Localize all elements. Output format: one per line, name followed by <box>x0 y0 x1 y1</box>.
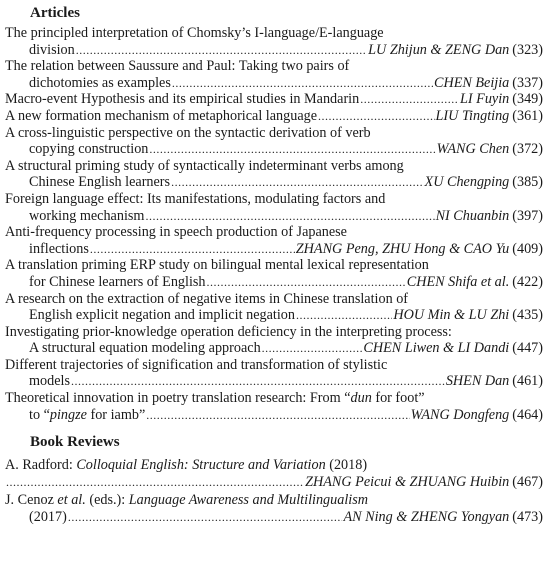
entry-title: Different trajectories of signification and transformation of stylistic <box>5 356 388 373</box>
entry-title <box>5 390 543 407</box>
review-eds: (eds.): <box>85 492 129 509</box>
review-book-title: Language Awareness and Multilingualism <box>128 492 368 509</box>
review-book-year: (2018) <box>325 457 368 474</box>
dot-leader <box>172 75 433 92</box>
entry-title-continued <box>29 407 145 424</box>
entry-title-continued: models <box>29 373 70 390</box>
toc-entry[interactable] <box>5 390 543 423</box>
entry-line <box>5 108 543 125</box>
entry-title <box>5 457 543 474</box>
review-book-author: A. Radford: <box>5 457 77 474</box>
entry-line <box>5 307 543 324</box>
dot-leader <box>171 174 423 191</box>
toc-entry[interactable] <box>5 125 543 158</box>
entry-title: The relation between Saussure and Paul: Taking two pairs of <box>5 58 350 75</box>
entry-title: Investigating prior-knowledge operation deficiency in the interpreting process: <box>5 323 452 340</box>
toc-entry[interactable] <box>5 108 543 125</box>
entry-author: NI Chuanbin <box>435 207 510 224</box>
toc-entry[interactable] <box>5 257 543 290</box>
entry-author: HOU Min & LU Zhi <box>393 307 510 324</box>
entry-author: AN Ning & ZHENG Yongyan <box>343 509 510 526</box>
dot-leader <box>262 340 363 357</box>
dot-leader <box>90 241 295 258</box>
entry-title: Foreign language effect: Its manifestations, modulating factors and <box>5 190 386 207</box>
dot-leader <box>360 91 459 108</box>
entry-title-continued: copying construction <box>29 141 149 158</box>
dot-leader <box>207 274 406 291</box>
title-italic-term: pingze <box>49 406 87 423</box>
entry-page: (323) <box>512 41 543 58</box>
entry-title: A research on the extraction of negative items in Chinese translation of <box>5 290 409 307</box>
entry-page: (464) <box>512 406 543 423</box>
title-text: for foot” <box>371 390 425 407</box>
review-book-author: J. Cenoz <box>5 492 58 509</box>
entry-page: (337) <box>512 74 543 91</box>
entry-line <box>5 509 543 526</box>
entry-line <box>5 241 543 258</box>
entry-line <box>5 340 543 357</box>
entry-line <box>5 407 543 424</box>
entry-author: LU Zhijun & ZENG Dan <box>368 41 510 58</box>
toc-entry[interactable] <box>5 357 543 390</box>
entry-page: (361) <box>512 107 543 124</box>
book-reviews-heading: Book Reviews <box>30 434 120 451</box>
entry-page: (397) <box>512 207 543 224</box>
entry-page: (467) <box>512 473 543 490</box>
entry-line <box>5 42 543 59</box>
articles-heading: Articles <box>30 5 80 21</box>
entry-page: (422) <box>512 273 543 290</box>
entry-page: (349) <box>512 91 543 108</box>
dot-leader <box>146 407 409 424</box>
entry-page: (461) <box>512 373 543 390</box>
toc-entry[interactable] <box>5 492 543 525</box>
toc-entry[interactable] <box>5 25 543 58</box>
entry-author: WANG Chen <box>436 141 510 158</box>
entry-line <box>5 75 543 92</box>
entry-page: (447) <box>512 340 543 357</box>
title-italic-term: dun <box>350 390 372 407</box>
toc-entry[interactable] <box>5 191 543 224</box>
entry-title-continued: for Chinese learners of English <box>29 273 206 290</box>
entry-title: A translation priming ERP study on bilingual mental lexical representation <box>5 257 429 274</box>
entry-title-continued: working mechanism <box>29 207 145 224</box>
entry-title <box>5 492 543 509</box>
title-text: to “ <box>29 406 50 423</box>
entry-title-continued: division <box>29 41 75 58</box>
entry-page: (473) <box>512 509 543 526</box>
entry-title: Macro-event Hypothesis and its empirical studies in Mandarin <box>5 91 360 108</box>
review-book-year: (2017) <box>29 509 67 526</box>
entry-line <box>5 208 543 225</box>
entry-line <box>5 373 543 390</box>
entry-line <box>5 174 543 191</box>
entry-page: (435) <box>512 307 543 324</box>
entry-line <box>5 274 543 291</box>
toc-entry[interactable] <box>5 457 543 490</box>
entry-author: ZHANG Peng, ZHU Hong & CAO Yu <box>295 240 510 257</box>
entry-title-continued: Chinese English learners <box>29 174 171 191</box>
dot-leader <box>68 509 343 526</box>
entry-author: CHEN Shifa et al. <box>406 273 510 290</box>
toc-entry[interactable] <box>5 91 543 108</box>
dot-leader <box>6 474 304 491</box>
entry-title: A cross-linguistic perspective on the syntactic derivation of verb <box>5 124 371 141</box>
entry-title-continued: inflections <box>29 240 89 257</box>
review-book-title: Colloquial English: Structure and Variation <box>76 457 326 474</box>
entry-title-continued: dichotomies as examples <box>29 74 171 91</box>
dot-leader <box>296 307 392 324</box>
entry-author: SHEN Dan <box>445 373 510 390</box>
entry-page: (409) <box>512 240 543 257</box>
title-text: for iamb” <box>86 406 146 423</box>
entry-title: The principled interpretation of Chomsky’s I-language/E-language <box>5 25 384 41</box>
entry-line <box>5 91 543 108</box>
entry-title: Anti-frequency processing in speech production of Japanese <box>5 224 347 241</box>
entry-title-continued: English explicit negation and implicit negation <box>29 307 295 324</box>
entry-author: ZHANG Peicui & ZHUANG Huibin <box>305 473 510 490</box>
entry-author: CHEN Beijia <box>433 74 510 91</box>
articles-list <box>5 25 547 423</box>
dot-leader <box>145 208 434 225</box>
entry-line <box>5 474 543 491</box>
dot-leader <box>318 108 435 125</box>
dot-leader <box>149 141 435 158</box>
entry-author: XU Chengping <box>424 174 510 191</box>
review-et-al: et al. <box>57 492 86 509</box>
entry-author: LI Fuyin <box>460 91 510 108</box>
toc-entry[interactable] <box>5 324 543 357</box>
dot-leader <box>76 42 367 59</box>
entry-title: A structural priming study of syntactically indeterminant verbs among <box>5 157 404 174</box>
entry-page: (385) <box>512 174 543 191</box>
entry-author: LIU Tingting <box>435 107 510 124</box>
entry-author: CHEN Liwen & LI Dandi <box>363 340 510 357</box>
dot-leader <box>71 373 445 390</box>
toc-entry[interactable] <box>5 158 543 191</box>
title-text: Theoretical innovation in poetry translation research: From “ <box>5 390 351 407</box>
book-reviews-list <box>5 457 547 525</box>
entry-page: (372) <box>512 141 543 158</box>
entry-line <box>5 141 543 158</box>
toc-entry[interactable] <box>5 291 543 324</box>
entry-author: WANG Dongfeng <box>410 406 510 423</box>
entry-title-continued: A structural equation modeling approach <box>29 340 261 357</box>
entry-title: A new formation mechanism of metaphorical language <box>5 107 318 124</box>
toc-entry[interactable] <box>5 224 543 257</box>
toc-entry[interactable] <box>5 58 543 91</box>
